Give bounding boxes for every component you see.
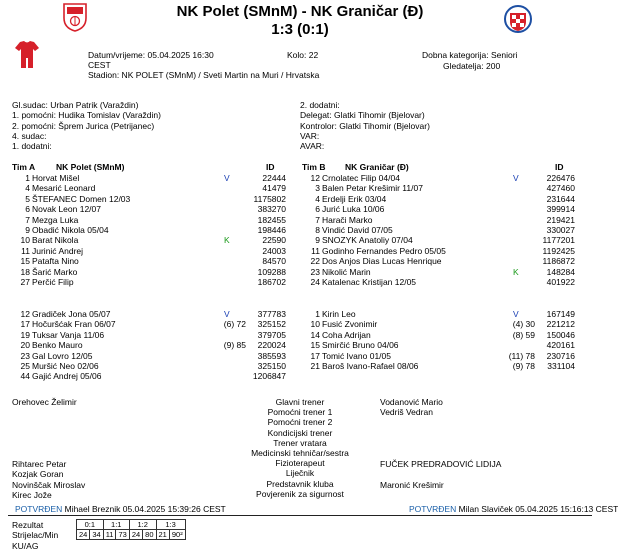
player-id: 41479	[262, 183, 286, 194]
official-line: 1. dodatni:	[12, 141, 52, 151]
player-number: 6	[315, 204, 320, 215]
player-id: 420161	[546, 340, 575, 351]
staff-role: Povjerenik za sigurnost	[256, 488, 344, 499]
away-coach-1: Vodanović Mario	[380, 397, 443, 407]
player-id: 1175802	[253, 193, 286, 204]
player-row	[300, 204, 575, 214]
player-id: 109288	[257, 266, 286, 277]
match-round: Kolo: 22	[287, 50, 319, 60]
player-row	[10, 246, 286, 256]
player-number: 24	[310, 277, 320, 287]
player-row	[10, 225, 286, 235]
scorer-cell: 24	[129, 530, 142, 540]
goalkeeper-badge: V	[224, 309, 230, 319]
player-row	[300, 235, 575, 245]
spectators: Gledatelja: 200	[443, 61, 501, 71]
player-id: 150046	[546, 329, 575, 340]
player-name: Smirčić Bruno 04/06	[322, 340, 399, 351]
scorer-cell: 34	[90, 530, 103, 540]
player-number: 1	[25, 173, 30, 183]
home-head-coach: Orehovec Želimir	[12, 397, 77, 407]
player-name: Baroš Ivano-Rafael 08/06	[322, 361, 419, 371]
player-number: 9	[315, 235, 320, 246]
player-number: 3	[315, 183, 320, 194]
official-line: Kontrolor: Glatki Tihomir (Bjelovar)	[300, 121, 430, 131]
staff-role: Trener vratara	[273, 437, 327, 448]
player-number: 15	[20, 256, 30, 267]
score-cell: 1:1	[103, 520, 129, 530]
player-id: 1177201	[542, 235, 575, 246]
away-staff-line: FUČEK PREDRADOVIĆ LIDIJA	[380, 459, 502, 469]
home-staff-line: Rihtarec Petar	[12, 459, 67, 469]
player-name: Gal Lovro 12/05	[32, 350, 93, 361]
player-row	[10, 267, 286, 277]
player-id: 231644	[546, 193, 575, 204]
player-name: Perčić Filip	[32, 277, 74, 287]
player-id: 167149	[546, 309, 575, 319]
player-name: SNOZYK Anatoliy 07/04	[322, 235, 413, 246]
player-row	[10, 194, 286, 204]
player-id: 221212	[546, 319, 575, 330]
staff-role: Pomoćni trener 1	[267, 407, 333, 418]
ku-ag-label: KU/AG	[12, 541, 39, 551]
away-staff-line: Maronić Krešimir	[380, 480, 444, 490]
player-number: 25	[20, 361, 30, 371]
player-number: 11	[311, 245, 320, 256]
player-name: Tomić Ivano 01/05	[322, 350, 391, 361]
player-number: 4	[315, 193, 320, 204]
player-number: 23	[310, 266, 320, 277]
home-staff-line: Kozjak Goran	[12, 469, 64, 479]
player-name: Patafta Nino	[32, 256, 79, 267]
player-row	[10, 277, 286, 287]
player-row	[10, 351, 286, 361]
player-row	[300, 194, 575, 204]
player-number: 11	[21, 245, 30, 256]
player-name: Jurić Luka 10/06	[322, 204, 385, 215]
player-number: 14	[310, 329, 320, 340]
player-row	[300, 173, 575, 183]
staff-role: Predstavnik kluba	[266, 478, 334, 489]
staff-role: Glavni trener	[275, 397, 325, 407]
substitution-info: (8) 59	[512, 329, 535, 340]
player-number: 1	[315, 309, 320, 319]
substitution-info: (11) 78	[508, 350, 535, 361]
away-confirm	[409, 504, 618, 514]
player-number: 21	[310, 361, 320, 371]
player-number: 19	[20, 329, 30, 340]
player-id: 230716	[546, 350, 575, 361]
player-id: 186702	[257, 277, 286, 287]
confirm-status: POTVRĐEN	[409, 504, 457, 514]
player-name: Benko Mauro	[32, 340, 83, 351]
player-name: Jurinić Andrej	[32, 245, 84, 256]
player-row	[300, 183, 575, 193]
player-id: 24003	[262, 245, 286, 256]
official-line: Delegat: Glatki Tihomir (Bjelovar)	[300, 110, 425, 120]
stadium: Stadion: NK POLET (SMnM) / Sveti Martin na Muri / Hrvatska	[88, 70, 320, 80]
age-category: Dobna kategorija: Seniori	[422, 50, 518, 60]
scorer-cell: 73	[116, 530, 129, 540]
player-name: Crnolatec Filip 04/04	[322, 173, 400, 183]
player-name: Katalenac Kristijan 12/05	[322, 277, 417, 287]
player-id: 148284	[546, 266, 575, 277]
player-id: 385593	[257, 350, 286, 361]
confirm-text: Mihael Breznik 05.04.2025 15:39:26 CEST	[64, 504, 226, 514]
match-title: NK Polet (SMnM) - NK Graničar (Đ)	[176, 3, 424, 20]
scorer-cell: 90²	[169, 530, 185, 540]
player-row	[300, 267, 575, 277]
player-number: 12	[20, 309, 30, 319]
scorer-cell: 11	[103, 530, 116, 540]
player-id: 399914	[546, 204, 575, 215]
player-name: Hočuršćak Fran 06/07	[32, 319, 116, 330]
player-number: 18	[20, 266, 30, 277]
player-row	[300, 361, 575, 371]
player-id: 325150	[257, 361, 286, 371]
match-datetime: Datum/vrijeme: 05.04.2025 16:30	[88, 50, 214, 60]
player-number: 5	[25, 193, 30, 204]
player-id: 198446	[257, 225, 286, 235]
player-id: 383270	[257, 204, 286, 215]
player-name: Balen Petar Krešimir 11/07	[322, 183, 423, 194]
team-a-name: NK Polet (SMnM)	[56, 162, 125, 172]
player-id: 220024	[257, 340, 286, 351]
substitution-info: (9) 78	[512, 361, 535, 371]
player-number: 6	[25, 204, 30, 215]
player-id: 379705	[257, 329, 286, 340]
player-number: 12	[310, 173, 320, 183]
official-line: AVAR:	[300, 141, 325, 151]
player-number: 7	[25, 214, 30, 225]
official-line: Gl.sudac: Urban Patrik (Varaždin)	[12, 100, 139, 110]
player-name: Muršić Neo 02/06	[32, 361, 99, 371]
player-number: 20	[20, 340, 30, 351]
player-name: ŠTEFANEC Domen 12/03	[32, 193, 131, 204]
player-row	[300, 319, 575, 329]
player-name: Gradiček Jona 05/07	[32, 309, 111, 319]
player-row	[300, 309, 575, 319]
official-line: 2. dodatni:	[300, 100, 340, 110]
player-name: Tuksar Vanja 11/06	[32, 329, 105, 340]
player-name: Novak Leon 12/07	[32, 204, 101, 215]
player-id: 22590	[262, 235, 286, 246]
player-number: 7	[315, 214, 320, 225]
player-row	[300, 225, 575, 235]
player-row	[300, 330, 575, 340]
scorer-cell: 24	[77, 530, 90, 540]
staff-role: Kondicijski trener	[267, 427, 333, 438]
scorer-label: Strijelac/Min	[12, 530, 59, 540]
player-row	[10, 183, 286, 193]
home-staff-line: Kirec Jože	[12, 490, 52, 500]
player-id: 331104	[547, 361, 575, 371]
player-name: Gajić Andrej 05/06	[32, 371, 102, 382]
substitution-info: (4) 30	[512, 319, 535, 330]
player-row	[10, 173, 286, 183]
team-b-name: NK Graničar (Đ)	[345, 162, 409, 172]
player-row	[10, 319, 286, 329]
score-cell: 0:1	[77, 520, 104, 530]
player-number: 44	[20, 371, 30, 382]
confirm-status: POTVRĐEN	[15, 504, 63, 514]
player-name: Coha Adrijan	[322, 329, 371, 340]
home-confirm	[15, 504, 226, 514]
player-name: Godinho Fernandes Pedro 05/05	[322, 245, 446, 256]
player-name: Mesarić Leonard	[32, 183, 96, 194]
player-name: Obadić Nikola 05/04	[32, 225, 109, 235]
player-row	[300, 351, 575, 361]
player-id: 219421	[546, 214, 575, 225]
official-line: 4. sudac:	[12, 131, 47, 141]
goalkeeper-badge: V	[513, 173, 519, 183]
captain-badge: K	[224, 235, 230, 246]
player-id: 330027	[546, 225, 575, 235]
player-row	[10, 371, 286, 381]
official-line: VAR:	[300, 131, 320, 141]
player-row	[10, 204, 286, 214]
goalkeeper-badge: V	[224, 173, 230, 183]
player-row	[300, 277, 575, 287]
player-row	[10, 309, 286, 319]
player-id: 22444	[262, 173, 286, 183]
team-b-label: Tim B	[302, 162, 326, 172]
goalkeeper-badge: V	[513, 309, 519, 319]
player-row	[300, 215, 575, 225]
match-country: CEST	[88, 60, 111, 70]
score-cell: 1:2	[129, 520, 156, 530]
player-id: 226476	[546, 173, 575, 183]
player-name: Harači Marko	[322, 214, 373, 225]
player-number: 10	[310, 319, 320, 330]
home-staff-line: Novinščak Miroslav	[12, 480, 86, 490]
official-line: 1. pomoćni: Hudika Tomislav (Varaždin)	[12, 110, 161, 120]
player-id: 325152	[257, 319, 286, 330]
player-number: 10	[20, 235, 30, 246]
home-kit-icon	[14, 40, 40, 70]
scorer-cell: 80	[143, 530, 156, 540]
player-number: 23	[20, 350, 30, 361]
player-number: 8	[315, 225, 320, 235]
player-number: 15	[310, 340, 320, 351]
scorer-cell: 21	[156, 530, 169, 540]
player-row	[300, 340, 575, 350]
player-id: 401922	[546, 277, 575, 287]
player-number: 4	[25, 183, 30, 194]
player-id: 1186872	[542, 256, 575, 267]
player-row	[10, 330, 286, 340]
player-number: 17	[310, 350, 320, 361]
player-id: 1206847	[252, 371, 286, 382]
away-coach-2: Vedriš Vedran	[380, 407, 433, 417]
player-name: Fusić Zvonimir	[322, 319, 378, 330]
player-name: Horvat Mišel	[32, 173, 80, 183]
divider	[8, 515, 592, 516]
player-row	[10, 256, 286, 266]
results-table	[76, 519, 186, 540]
score-cell: 1:3	[156, 520, 185, 530]
staff-role: Liječnik	[285, 468, 315, 479]
player-id: 1192425	[542, 245, 575, 256]
player-row	[300, 256, 575, 266]
player-row	[300, 246, 575, 256]
player-name: Dos Anjos Dias Lucas Henrique	[322, 256, 442, 267]
staff-role: Pomoćni trener 2	[267, 417, 333, 428]
confirm-text: Milan Slaviček 05.04.2025 15:16:13 CEST	[458, 504, 618, 514]
captain-badge: K	[513, 266, 519, 277]
player-id: 377783	[257, 309, 286, 319]
team-a-id-header: ID	[266, 162, 275, 172]
player-name: Nikolić Marin	[322, 266, 371, 277]
player-number: 17	[20, 319, 30, 330]
player-name: Barat Nikola	[32, 235, 79, 246]
player-number: 27	[20, 277, 30, 287]
player-row	[10, 361, 286, 371]
player-id: 182455	[257, 214, 286, 225]
match-score: 1:3 (0:1)	[271, 21, 329, 38]
player-number: 9	[25, 225, 30, 235]
player-name: Vindić David 07/05	[322, 225, 393, 235]
player-row	[10, 235, 286, 245]
staff-role: Fizioterapeut	[275, 458, 325, 469]
team-a-label: Tim A	[12, 162, 36, 172]
result-label: Rezultat	[12, 520, 44, 530]
player-row	[10, 215, 286, 225]
player-row	[10, 340, 286, 350]
player-name: Kirin Leo	[322, 309, 356, 319]
player-name: Šarić Marko	[32, 266, 78, 277]
substitution-info: (6) 72	[223, 319, 246, 330]
player-number: 22	[310, 256, 320, 267]
team-b-id-header: ID	[555, 162, 564, 172]
staff-role: Medicinski tehničar/sestra	[251, 448, 349, 458]
player-name: Erdelji Erik 03/04	[322, 193, 387, 204]
player-id: 84570	[262, 256, 286, 267]
player-name: Mezga Luka	[32, 214, 79, 225]
player-id: 427460	[546, 183, 575, 194]
official-line: 2. pomoćni: Šprem Jurica (Petrijanec)	[12, 121, 155, 131]
substitution-info: (9) 85	[223, 340, 246, 351]
